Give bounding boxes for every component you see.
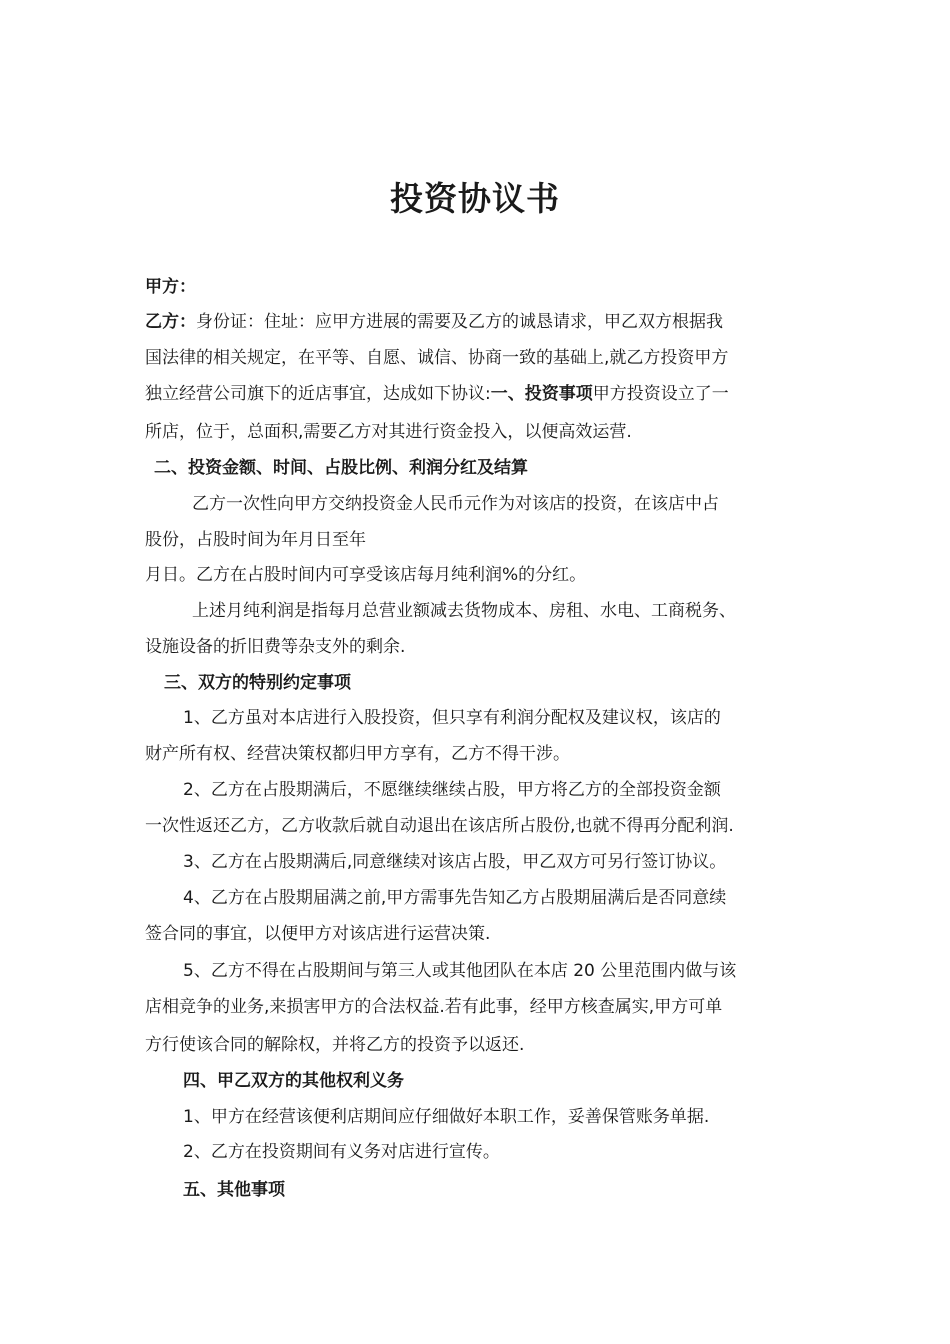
list-item: 2、乙方在占股期满后，不愿继续继续占股，甲方将乙方的全部投资金额	[183, 780, 721, 800]
paragraph-text: 独立经营公司旗下的近店事宜，达成如下协议:	[145, 384, 491, 404]
list-item: 4、乙方在占股期届满之前,甲方需事先告知乙方占股期届满后是否同意续	[183, 888, 727, 908]
list-item-continuation: 财产所有权、经营决策权都归甲方享有，乙方不得干涉。	[145, 744, 570, 764]
paragraph-line: 设施设备的折旧费等杂支外的剩余.	[145, 637, 406, 657]
list-item: 5、乙方不得在占股期间与第三人或其他团队在本店 20 公里范围内做与该	[183, 961, 737, 981]
party-a-label: 甲方：	[145, 277, 196, 297]
paragraph-text: 甲方投资设立了一	[592, 384, 729, 404]
paragraph-line: 月日。乙方在占股时间内可享受该店每月纯利润%的分红。	[145, 565, 587, 585]
paragraph-line	[145, 310, 723, 334]
paragraph-line: 国法律的相关规定，在平等、自愿、诚信、协商一致的基础上,就乙方投资甲方	[145, 348, 729, 368]
paragraph-line: 所店，位于，总面积,需要乙方对其进行资金投入，以便高效运营.	[145, 422, 632, 442]
section-heading-5: 五、其他事项	[183, 1180, 285, 1200]
section-heading-2: 二、投资金额、时间、占股比例、利润分红及结算	[154, 458, 528, 478]
party-b-label: 乙方：	[145, 312, 196, 332]
list-item: 3、乙方在占股期满后,同意继续对该店占股，甲乙双方可另行签订协议。	[183, 852, 727, 872]
list-item-continuation: 方行使该合同的解除权，并将乙方的投资予以返还.	[145, 1035, 525, 1055]
list-item-continuation: 签合同的事宜，以便甲方对该店进行运营决策.	[145, 924, 491, 944]
paragraph-line: 上述月纯利润是指每月总营业额减去货物成本、房租、水电、工商税务、	[192, 601, 736, 621]
list-item: 2、乙方在投资期间有义务对店进行宣传。	[183, 1142, 500, 1162]
list-item-continuation: 一次性返还乙方，乙方收款后就自动退出在该店所占股份,也就不得再分配利润.	[145, 816, 734, 836]
list-item-continuation: 店相竞争的业务,来损害甲方的合法权益.若有此事，经甲方核查属实,甲方可单	[145, 997, 723, 1017]
section-heading-4: 四、甲乙双方的其他权利义务	[183, 1071, 404, 1091]
section-heading-1: 一、投资事项	[490, 384, 593, 404]
document-title: 投资协议书	[390, 179, 560, 218]
list-item: 1、乙方虽对本店进行入股投资，但只享有利润分配权及建议权，该店的	[183, 708, 721, 728]
paragraph-line: 乙方一次性向甲方交纳投资金人民币元作为对该店的投资，在该店中占	[192, 494, 719, 514]
section-heading-3: 三、双方的特别约定事项	[164, 673, 351, 693]
paragraph-line: 股份，占股时间为年月日至年	[145, 530, 366, 550]
paragraph-text: 身份证：住址：应甲方进展的需要及乙方的诚恳请求，甲乙双方根据我	[196, 312, 723, 332]
list-item: 1、甲方在经营该便利店期间应仔细做好本职工作，妥善保管账务单据.	[183, 1107, 710, 1127]
paragraph-line	[145, 382, 729, 406]
